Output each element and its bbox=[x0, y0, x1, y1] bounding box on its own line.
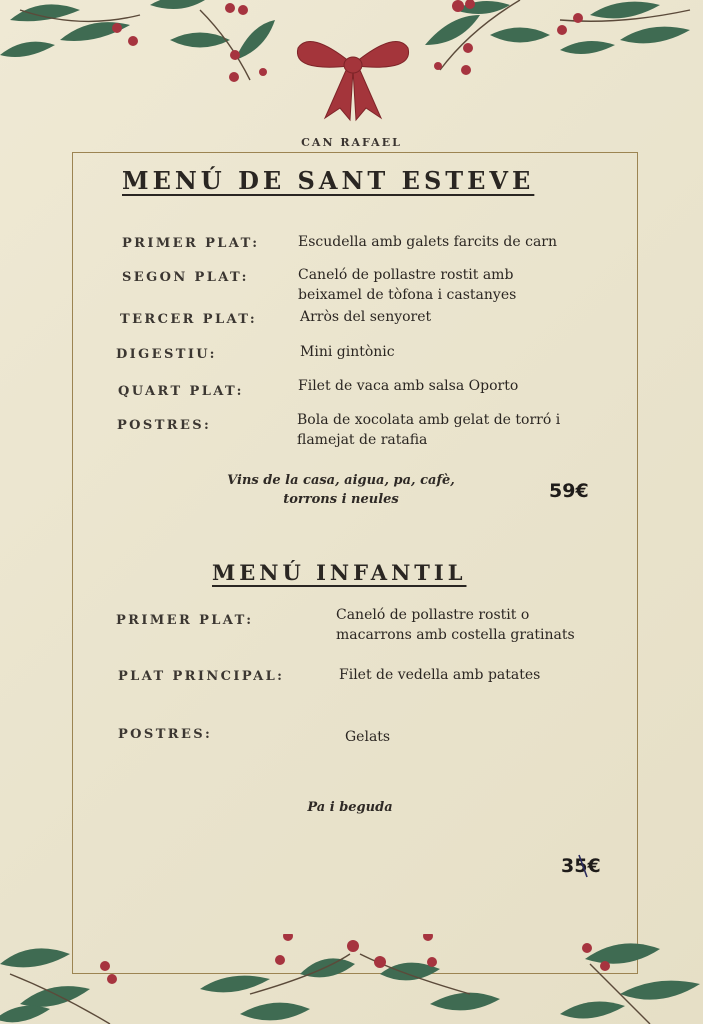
course-label: PLAT PRINCIPAL: bbox=[118, 669, 285, 684]
course-dish: macarrons amb costella gratinats bbox=[336, 627, 575, 643]
course-label: QUART PLAT: bbox=[118, 384, 244, 399]
menu-title-infantil: MENÚ INFANTIL bbox=[212, 560, 467, 585]
included-items-note: Pa i beguda bbox=[307, 800, 393, 815]
course-dish: Gelats bbox=[345, 729, 391, 745]
course-dish: Arròs del senyoret bbox=[300, 309, 432, 325]
course-dish: Escudella amb galets farcits de carn bbox=[298, 234, 558, 250]
menu-price: 35€ bbox=[561, 855, 601, 877]
course-dish: Filet de vedella amb patates bbox=[339, 667, 541, 683]
handwritten-correction-mark bbox=[577, 851, 589, 881]
included-items-note: torrons i neules bbox=[283, 492, 399, 507]
course-label: PRIMER PLAT: bbox=[122, 236, 260, 251]
course-label: TERCER PLAT: bbox=[120, 312, 258, 327]
course-dish: Mini gintònic bbox=[300, 344, 395, 360]
course-label: DIGESTIU: bbox=[116, 347, 217, 362]
course-dish: Bola de xocolata amb gelat de torró i bbox=[297, 412, 561, 428]
course-label: POSTRES: bbox=[118, 727, 213, 742]
bottom-foliage-decoration bbox=[0, 934, 703, 1024]
course-dish: Caneló de pollastre rostit amb bbox=[298, 267, 514, 283]
course-dish: beixamel de tòfona i castanyes bbox=[298, 287, 517, 303]
course-label: POSTRES: bbox=[117, 418, 212, 433]
restaurant-name: CAN RAFAEL bbox=[301, 136, 402, 149]
course-label: PRIMER PLAT: bbox=[116, 613, 254, 628]
course-dish: Filet de vaca amb salsa Oporto bbox=[298, 378, 519, 394]
top-foliage-decoration bbox=[0, 0, 703, 130]
menu-price: 59€ bbox=[549, 480, 589, 502]
included-items-note: Vins de la casa, aigua, pa, cafè, bbox=[227, 473, 455, 488]
menu-title-sant-esteve: MENÚ DE SANT ESTEVE bbox=[122, 166, 535, 195]
course-dish: flamejat de ratafia bbox=[297, 432, 428, 448]
course-label: SEGON PLAT: bbox=[122, 270, 249, 285]
course-dish: Caneló de pollastre rostit o bbox=[336, 607, 530, 623]
